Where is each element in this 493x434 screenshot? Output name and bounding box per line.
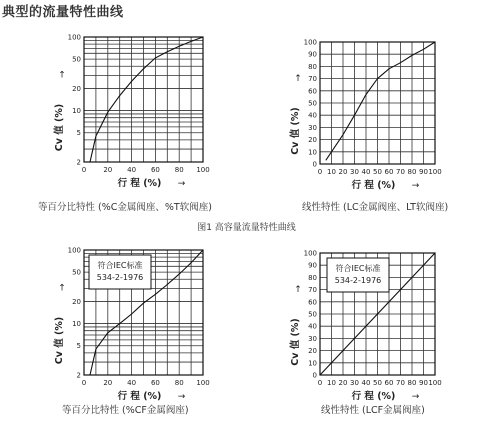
y-tick-label: 90 xyxy=(308,261,317,270)
x-tick-label: 40 xyxy=(127,379,137,387)
y-tick-label: 60 xyxy=(308,298,317,307)
y-axis-label: Cv 值 (%) xyxy=(54,103,65,152)
y-axis-arrow-icon: ↑ xyxy=(58,283,66,294)
y-axis-arrow-icon: ↑ xyxy=(58,70,66,81)
x-tick-label: 90 xyxy=(419,379,428,387)
x-tick-label: 20 xyxy=(103,166,113,174)
x-axis-label: 行 程 (%) xyxy=(351,180,396,191)
y-tick-label: 60 xyxy=(308,87,317,96)
x-tick-label: 60 xyxy=(150,379,160,387)
x-tick-label: 80 xyxy=(174,379,184,387)
x-axis-arrow-icon: → xyxy=(177,392,186,402)
x-tick-label: 20 xyxy=(338,379,348,387)
y-axis-arrow-icon: ↑ xyxy=(294,74,302,84)
y-axis-label: Cv 值 (%) xyxy=(290,318,301,366)
x-tick-label: 100 xyxy=(196,166,210,174)
y-tick-label: 5 xyxy=(76,342,81,351)
x-tick-label: 70 xyxy=(396,379,405,387)
x-tick-label: 30 xyxy=(350,379,359,387)
y-tick-label: 10 xyxy=(308,148,317,157)
y-tick-label: 20 xyxy=(72,297,81,306)
y-tick-label: 50 xyxy=(308,99,317,108)
y-tick-label: 0 xyxy=(312,160,317,169)
x-tick-label: 60 xyxy=(384,168,394,176)
annotation-line-1: 符合IEC标准 xyxy=(335,264,381,273)
x-tick-label: 10 xyxy=(327,168,336,176)
y-tick-label: 0 xyxy=(312,371,317,380)
x-tick-label: 80 xyxy=(407,379,417,387)
chart-caption-linear-lcf: 线性特性 (LCF金属阀座) xyxy=(321,405,425,416)
y-tick-label: 2 xyxy=(76,158,81,167)
annotation-line-2: 534-2-1976 xyxy=(96,273,144,282)
x-tick-label: 70 xyxy=(396,168,405,176)
x-tick-label: 10 xyxy=(327,379,336,387)
x-tick-label: 50 xyxy=(373,168,382,176)
x-tick-label: 0 xyxy=(81,379,87,387)
y-tick-label: 20 xyxy=(308,136,317,145)
page-title: 典型的流量特性曲线 xyxy=(2,5,124,20)
y-tick-label: 80 xyxy=(308,62,317,71)
y-tick-label: 40 xyxy=(308,111,317,120)
annotation-line-1: 符合IEC标准 xyxy=(97,261,143,270)
x-tick-label: 60 xyxy=(384,379,394,387)
y-tick-label: 20 xyxy=(72,84,81,93)
y-tick-label: 90 xyxy=(308,50,317,59)
y-tick-label: 100 xyxy=(303,38,317,47)
y-axis-label: Cv 值 (%) xyxy=(54,316,65,365)
x-tick-label: 30 xyxy=(350,168,359,176)
y-tick-label: 80 xyxy=(308,273,317,282)
y-tick-label: 30 xyxy=(308,123,317,132)
x-tick-label: 60 xyxy=(150,166,160,174)
x-tick-label: 20 xyxy=(103,379,113,387)
y-tick-label: 10 xyxy=(308,359,317,368)
y-tick-label: 50 xyxy=(72,268,81,277)
x-tick-label: 80 xyxy=(407,168,417,176)
x-tick-label: 20 xyxy=(338,168,348,176)
x-tick-label: 80 xyxy=(174,166,184,174)
annotation-line-2: 534-2-1976 xyxy=(334,276,382,285)
x-axis-label: 行 程 (%) xyxy=(117,178,162,189)
y-axis-arrow-icon: ↑ xyxy=(294,285,302,295)
y-tick-label: 50 xyxy=(72,55,81,64)
chart-caption-equal-percentage: 等百分比特性 (%C金属阀座、%T软阀座) xyxy=(38,202,212,213)
x-tick-label: 100 xyxy=(428,168,442,176)
x-axis-label: 行 程 (%) xyxy=(351,391,396,402)
y-tick-label: 2 xyxy=(76,371,81,380)
y-tick-label: 10 xyxy=(72,107,81,116)
x-tick-label: 100 xyxy=(428,379,442,387)
figure-caption: 图1 高容量流量特性曲线 xyxy=(197,223,296,233)
x-tick-label: 0 xyxy=(317,168,323,176)
y-tick-label: 70 xyxy=(308,75,317,84)
x-axis-arrow-icon: → xyxy=(411,392,420,402)
x-tick-label: 90 xyxy=(419,168,428,176)
x-tick-label: 0 xyxy=(317,379,323,387)
y-tick-label: 30 xyxy=(308,334,317,343)
x-axis-arrow-icon: → xyxy=(411,181,420,191)
x-tick-label: 100 xyxy=(196,379,210,387)
y-tick-label: 50 xyxy=(308,310,317,319)
x-tick-label: 50 xyxy=(373,379,382,387)
y-tick-label: 20 xyxy=(308,347,317,356)
x-tick-label: 40 xyxy=(361,168,371,176)
chart-caption-equal-percentage-cf: 等百分比特性 (%CF金属阀座) xyxy=(62,405,189,416)
y-tick-label: 100 xyxy=(303,249,317,258)
x-axis-arrow-icon: → xyxy=(177,179,186,189)
y-tick-label: 10 xyxy=(72,320,81,329)
y-axis-label: Cv 值 (%) xyxy=(290,107,301,155)
x-tick-label: 40 xyxy=(361,379,371,387)
y-tick-label: 5 xyxy=(76,129,81,138)
x-tick-label: 0 xyxy=(81,166,87,174)
x-tick-label: 40 xyxy=(127,166,137,174)
chart-caption-linear: 线性特性 (LC金属阀座、LT软阀座) xyxy=(302,202,449,213)
y-tick-label: 70 xyxy=(308,286,317,295)
y-tick-label: 100 xyxy=(67,33,81,42)
y-tick-label: 100 xyxy=(67,246,81,255)
x-axis-label: 行 程 (%) xyxy=(117,391,162,402)
y-tick-label: 40 xyxy=(308,322,317,331)
